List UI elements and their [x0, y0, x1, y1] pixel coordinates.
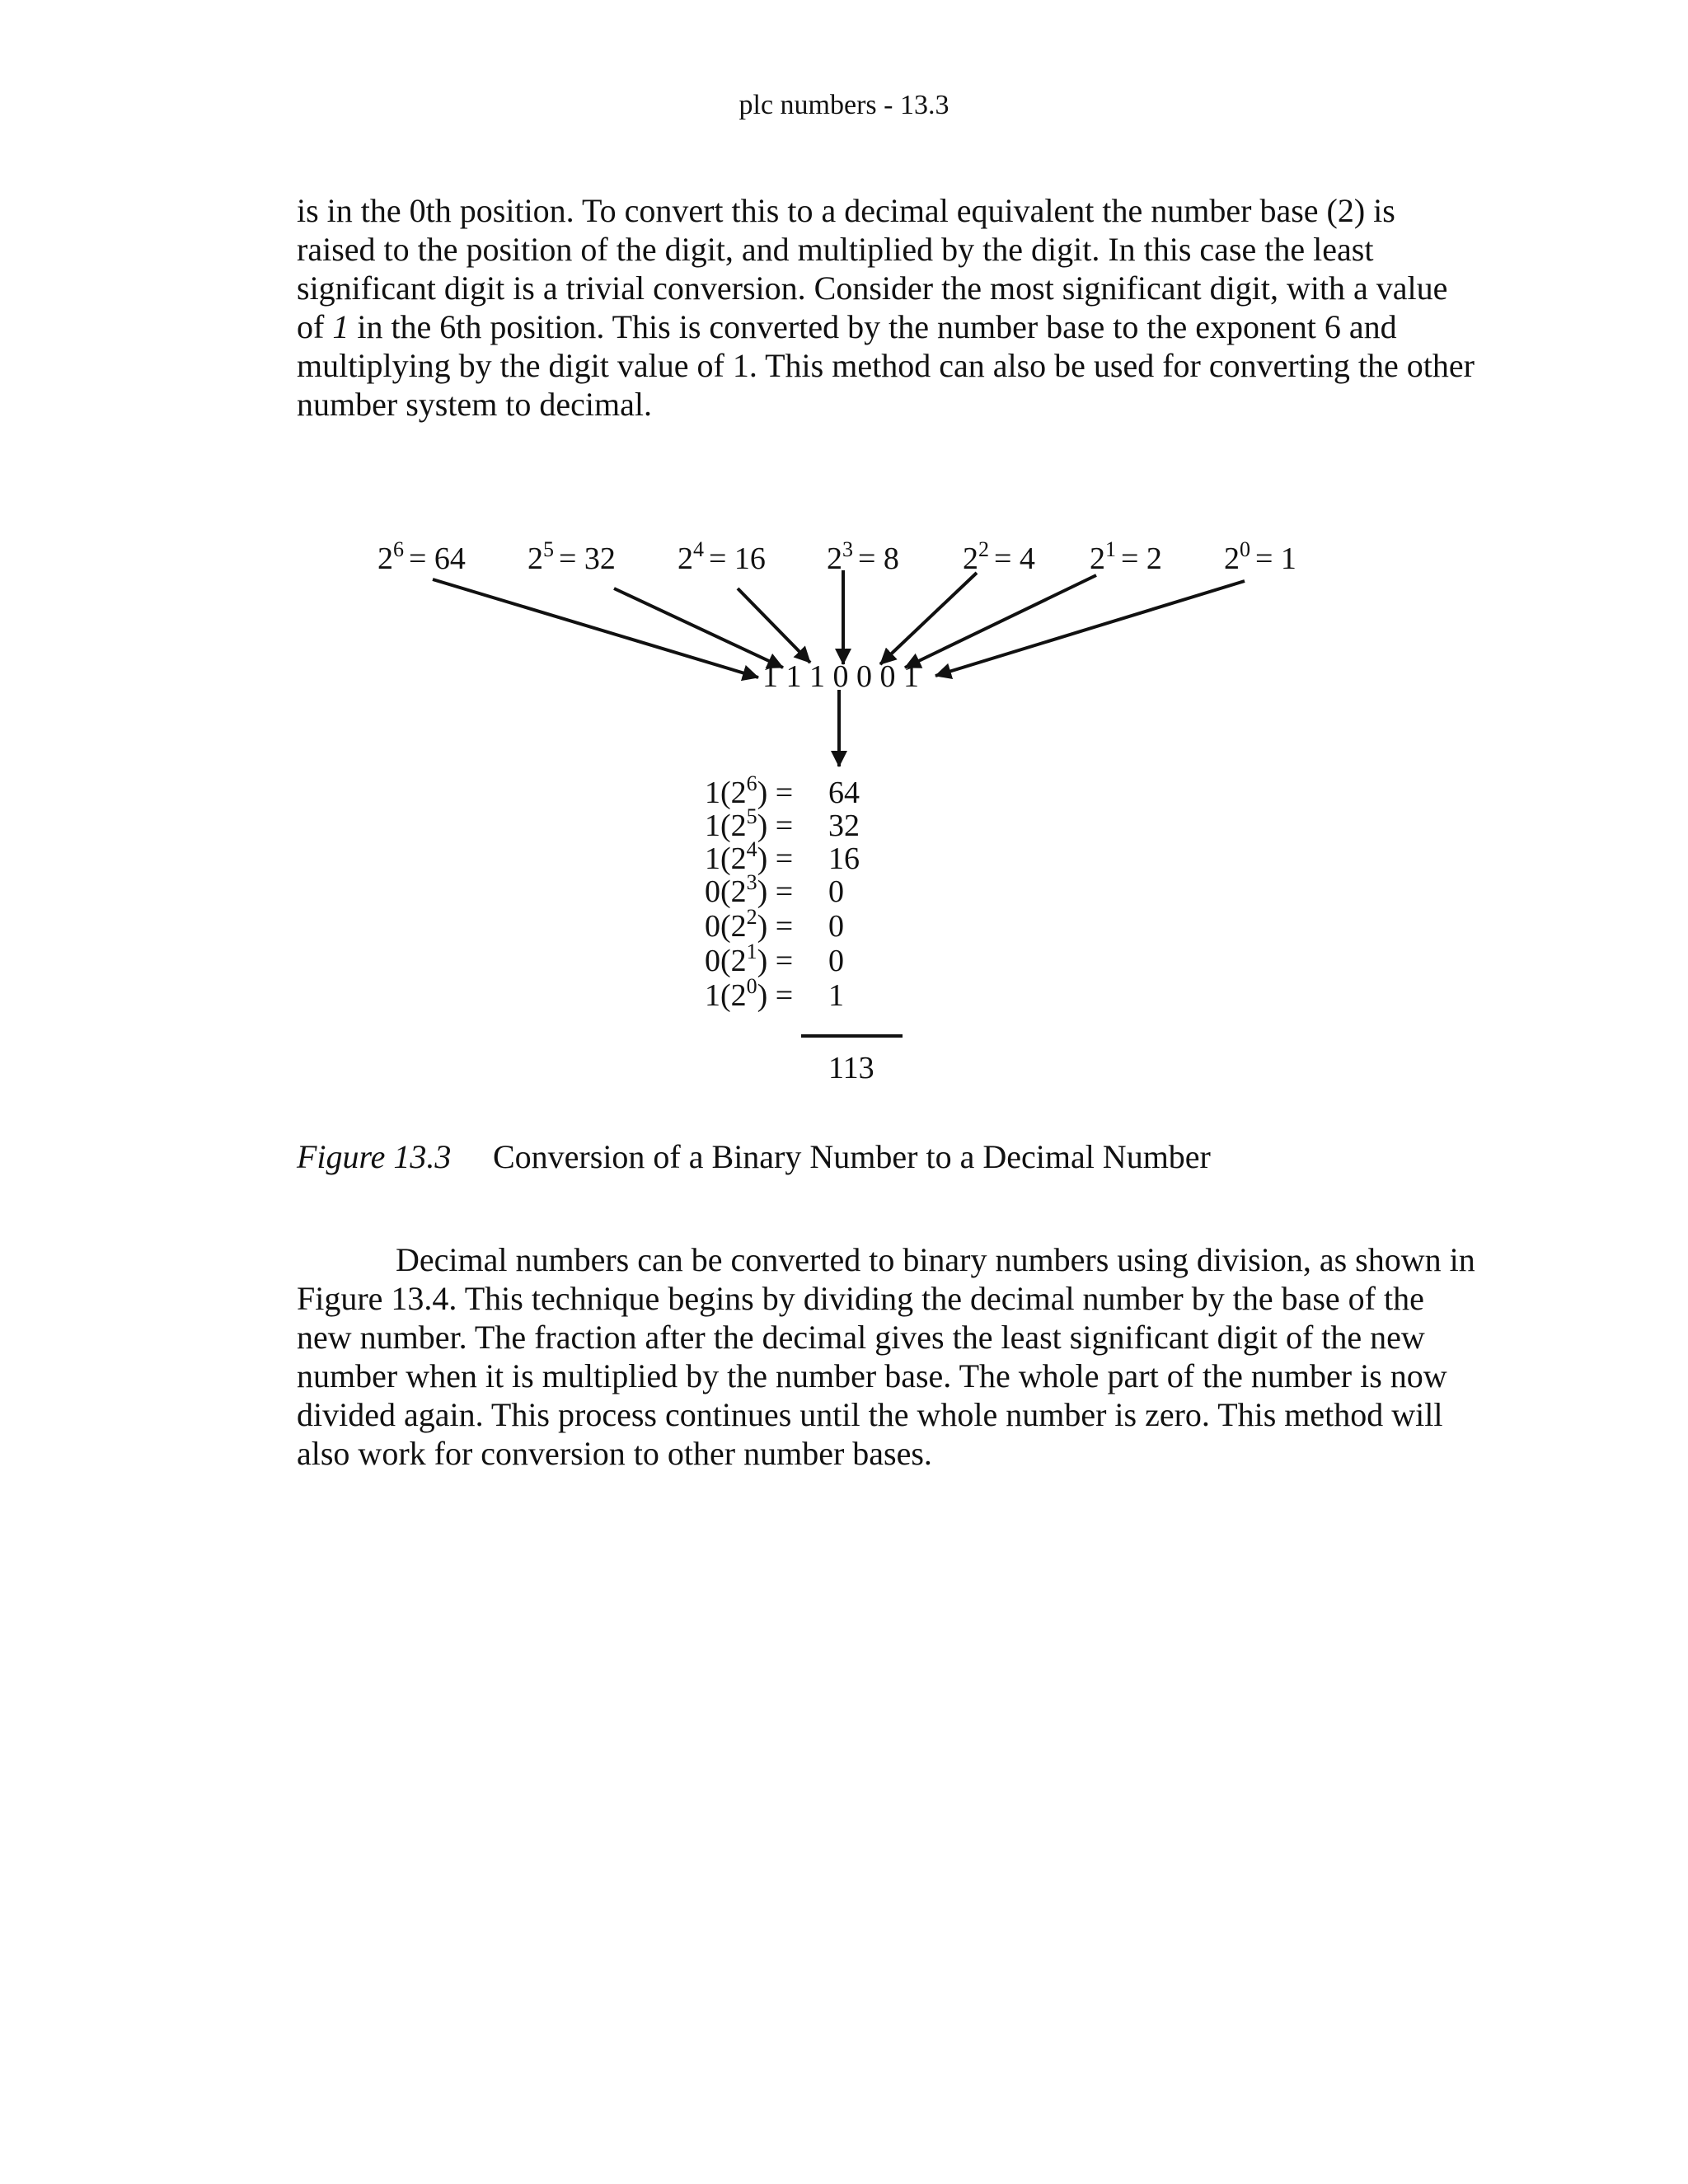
power-label-3: $2^3 = 8$ [827, 537, 899, 576]
power-label-5: $2^5 = 32$ [528, 537, 616, 576]
term-rows [705, 771, 860, 1013]
power-label-6: $2^6 = 64$ [377, 537, 466, 576]
term-row-0: $1(2^0)$ = [705, 974, 794, 1013]
sum-total: 113 [828, 1051, 874, 1085]
term-value-4: 16 [828, 841, 860, 876]
term-value-5: 32 [828, 808, 860, 843]
arrow-power-2 [880, 573, 977, 664]
arrow-power-5 [614, 588, 783, 668]
term-value-1: 0 [828, 944, 844, 978]
paragraph-intro-text-b: in the 6th position. This is converted by the number base to the exponent 6 and multiplying by the digit value of 1. This method can also be used for converting the other number system to decimal. [297, 308, 1475, 423]
arrow-power-6 [433, 579, 758, 677]
power-label-2: $2^2 = 4$ [963, 537, 1035, 576]
term-row-3: $0(2^3)$ = [705, 870, 794, 909]
arrow-power-1 [905, 575, 1096, 668]
figure-label: Figure 13.3 [297, 1138, 452, 1175]
power-label-4: $2^4 = 16$ [678, 537, 766, 576]
paragraph-division: Decimal numbers can be converted to binary numbers using division, as shown in Figure 13.4. This technique begins by dividing the decimal number by the base of the new number. The fraction after the decimal gives the least significant digit of the new number when it is multiplied by the number base. The whole part of the number is now divided again. This process continues until the whole number is zero. This method will also work for conversion to other number bases. [297, 1241, 1475, 1472]
term-row-5: $1(2^5)$ = [705, 804, 794, 843]
term-value-2: 0 [828, 909, 844, 944]
term-row-4: $1(2^4)$ = [705, 837, 794, 876]
power-label-1: $2^1 = 2$ [1090, 537, 1162, 576]
term-row-2: $0(2^2)$ = [705, 905, 794, 944]
arrow-power-0 [935, 581, 1245, 676]
term-row-1: $0(2^1)$ = [705, 940, 794, 978]
binary-number: 1 1 1 0 0 0 1 [762, 659, 919, 694]
term-value-6: 64 [828, 776, 860, 810]
figure-caption-text: Conversion of a Binary Number to a Decimal Number [493, 1138, 1211, 1175]
term-value-3: 0 [828, 874, 844, 909]
arrow-power-4 [738, 588, 810, 663]
paragraph-intro-italic: 1 [332, 308, 349, 345]
term-row-6: $1(2^6)$ = [705, 771, 794, 810]
term-value-0: 1 [828, 978, 844, 1013]
paragraph-intro [297, 191, 1475, 424]
running-header: plc numbers - 13.3 [738, 90, 950, 120]
paragraph-intro-text-a: is in the 0th position. To convert this to a decimal equivalent the number base (2) is raised to the position of the digit, and multiplied by the digit. In this case the least significant digit is a trivial conversion. Consider the most significant digit, with a value of [297, 192, 1448, 345]
power-label-0: $2^0 = 1$ [1224, 537, 1296, 576]
figure-caption [297, 1137, 1211, 1177]
